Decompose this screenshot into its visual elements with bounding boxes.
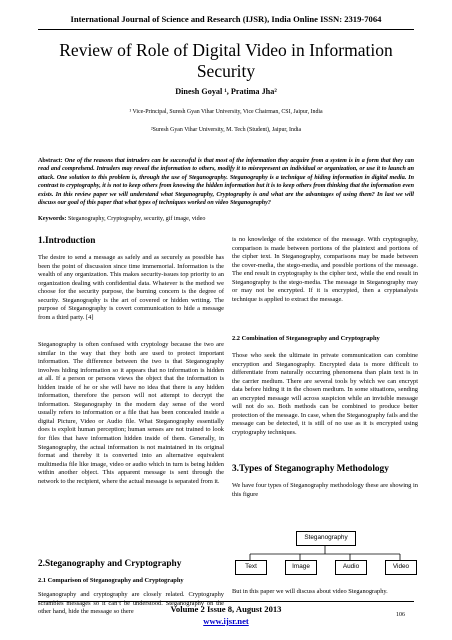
intro-paragraph-2	[38, 341, 224, 486]
right-paragraph-1	[232, 236, 418, 304]
journal-header: International Journal of Science and Research (IJSR), India Online ISSN: 2319-7064	[70, 14, 382, 24]
abstract	[38, 157, 414, 207]
keywords	[38, 215, 414, 223]
figure-root-box: Steganography	[296, 531, 356, 546]
intro-paragraph-1	[38, 254, 224, 322]
sec21-p: Steganography and cryptography are closely related. Cryptography scrambles messages so it can’t be understood. Steganography on the other hand, hide the message so there	[38, 591, 224, 616]
figure-box-audio: Audio	[335, 560, 367, 575]
intro-p2: Steganography is often confused with cryptology because the two are similar in the way that they both are used to protect important information. The difference between the two is that Steganography involves hiding information so it appears that no information is hidden at all. If a person or persons views the object that the information is hidden inside of he or she will have no idea that there is any hidden information, therefore the person will not attempt to decrypt the information. Steganography in the modern day sense of the word usually refers to information or a file that has been concealed inside a digital Picture, Video or Audio file. What Steganography essentially does is exploit human perception; human senses are not trained to look for files that have information hidden inside of them. Generally, in Steganography, the actual information is not maintained in its original format and thereby it is converted into an alternative equivalent multimedia file like image, video or audio which in turn is being hidden within another object. This apparent message is sent through the network to the recipient, where the actual message is separated from it.	[38, 341, 224, 485]
heading-types: 3.Types of Steganography Methodology	[232, 464, 389, 474]
right-p1: is no knowledge of the existence of the message. With cryptography, comparison is made between portions of the plaintext and portions of the cipher text. In Steganography, comparisons may be made between the cover-media, the stego-media, and possible portions of the message. The end result in cryptography is the cipher text, while the end result in Steganography is the stego-media. The message in Steganography may or may not be encrypted. If it is encrypted, then a cryptanalysis technique is applied to extract the message.	[232, 236, 418, 303]
abstract-text: One of the reasons that intruders can be successful is that most of the information they acquire from a system is in a form that they can read and comprehend. Intruders may reveal the information to others, modify it to misrepresent an individual or organization, or use it to launch an attack. One solution to this problem is, through the use of Steganography. Steganography is a technique of hiding information in digital media. In contrast to cryptography, it is not to keep others from knowing the hidden information but it is to keep others from thinking that the information even exists. In this review paper we will understand what Steganography, Cryptography is and what are the advantages of using them? In last we will discuss our goal of this paper that what types of techniques worked on video Steganography?	[38, 158, 414, 207]
keywords-text: Steganography, Cryptography, security, gif image, video	[67, 216, 206, 222]
steganography-types-figure	[232, 530, 418, 580]
after-figure-p: But in this paper we will discuss about video Steganography.	[232, 588, 388, 595]
figure-box-video: Video	[385, 560, 417, 575]
sec22-p: Those who seek the ultimate in private communication can combine encryption and Steganography. Encrypted data is more difficult to differentiate from naturally occurring phenomena than plain text is in the carrier medium. There are several tools by which we can encrypt data before hiding it in the chosen medium. In some situations, sending an encrypted message will across suspicion while an invisible message will not do so. Both methods can be combined to produce better protection of the message. In case, when the Steganography fails and the message can be detected, it is still of no use as it is encrypted using cryptography techniques.	[232, 352, 418, 436]
footer-url-link[interactable]: www.ijsr.net	[203, 616, 249, 626]
after-figure-paragraph	[232, 588, 418, 597]
footer-rule	[38, 601, 414, 602]
paper-title: Review of Role of Digital Video in Information Security	[59, 40, 393, 81]
heading-2-2: 2.2 Combination of Steganography and Cryptography	[232, 335, 380, 342]
footer-volume: Volume 2 Issue 8, August 2013	[170, 604, 282, 614]
sec3-paragraph	[232, 482, 418, 499]
keywords-label: Keywords:	[38, 216, 67, 222]
affiliation-2: ²Suresh Gyan Vihar University, M. Tech (Student), Jaipur, India	[150, 127, 302, 133]
footer-url-wrap	[0, 616, 452, 626]
figure-box-image: Image	[285, 560, 317, 575]
heading-2-1: 2.1 Comparison of Steganography and Cryptography	[38, 577, 184, 584]
authors: Dinesh Goyal ¹, Pratima Jha²	[175, 87, 277, 96]
heading-steg-crypto: 2.Steganography and Cryptography	[38, 559, 182, 569]
abstract-label: Abstract:	[38, 158, 63, 164]
intro-p1: The desire to send a message as safely and as securely as possible has been the point of discussion since time immemorial. Information is the wealth of any organization. This makes security-issues top priority to an organization dealing with confidential data. Whatever is the method we choose for the security purpose, the burning concern is the degree of security. Steganography is the art of covered or hidden writing. The purpose of Steganography is covert communication to hide a message from a third party. [4]	[38, 254, 224, 321]
figure-box-text: Text	[235, 560, 267, 575]
heading-introduction: 1.Introduction	[38, 236, 96, 246]
header-rule	[38, 29, 414, 30]
sec3-p: We have four types of Steganography methodology these are showing in this figure	[232, 482, 418, 498]
affiliation-1: ¹ Vice-Principal, Suresh Gyan Vihar University, Vice Chairman, CSI, Jaipur, India	[129, 109, 323, 115]
page-number: 106	[396, 612, 405, 618]
sec22-paragraph	[232, 352, 418, 437]
